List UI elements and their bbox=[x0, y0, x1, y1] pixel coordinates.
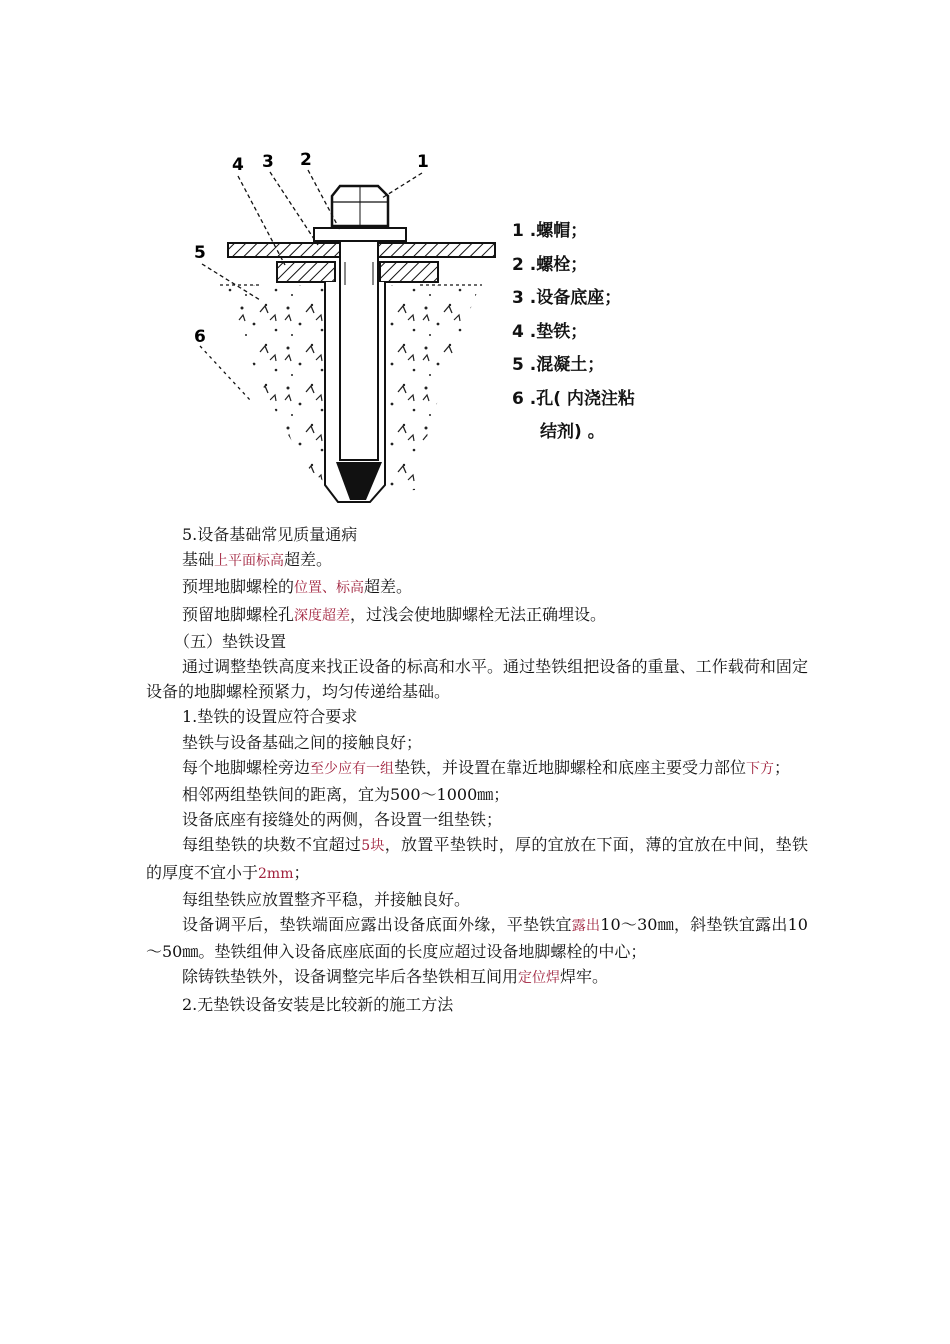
highlight: 位置、标高 bbox=[294, 580, 365, 597]
highlight: 至少应有一组 bbox=[310, 760, 395, 777]
paragraph: 每个地脚螺栓旁边至少应有一组垫铁，并设置在靠近地脚螺栓和底座主要受力部位下方； bbox=[182, 757, 791, 777]
legend-item-hole-cont: 结剂) 。 bbox=[540, 422, 605, 442]
callout-4: 4 bbox=[232, 155, 244, 175]
paragraph: 每组垫铁应放置整齐平稳，并接触良好。 bbox=[182, 889, 471, 909]
shim-left bbox=[277, 262, 335, 282]
paragraph: 基础上平面标高超差。 bbox=[182, 550, 333, 570]
legend-item-nut: 1 .螺帽； bbox=[512, 221, 588, 241]
paragraph: 预留地脚螺栓孔深度超差，过浅会使地脚螺栓无法正确埋设。 bbox=[182, 604, 607, 624]
paragraph: 每组垫铁的块数不宜超过5块，放置平垫铁时，厚的宜放在下面，薄的宜放在中间，垫铁的厚度不宜小于2mm； bbox=[146, 835, 808, 882]
section-heading-defects: 5.设备基础常见质量通病 bbox=[182, 525, 358, 544]
paragraph: 除铸铁垫铁外，设备调整完毕后各垫铁相互间用定位焊焊牢。 bbox=[182, 967, 609, 987]
paragraph: 垫铁与设备基础之间的接触良好； bbox=[182, 732, 423, 752]
subheading-shim-requirements: 1.垫铁的设置应符合要求 bbox=[182, 707, 358, 727]
callout-3: 3 bbox=[262, 152, 274, 172]
legend-item-shim: 4 .垫铁； bbox=[512, 321, 588, 342]
section-heading-shims: （五）垫铁设置 bbox=[174, 631, 287, 651]
figure-legend bbox=[512, 215, 635, 450]
callout-1: 1 bbox=[417, 152, 429, 172]
highlight: 露出 bbox=[571, 918, 601, 935]
legend-item-base: 3 .设备底座； bbox=[512, 288, 622, 308]
legend-item-bolt: 2 .螺栓； bbox=[512, 254, 588, 275]
legend-item-concrete: 5 .混凝土； bbox=[512, 355, 605, 375]
subheading-no-shim-install: 2.无垫铁设备安装是比较新的施工方法 bbox=[182, 994, 454, 1014]
callout-2: 2 bbox=[300, 150, 312, 170]
highlight: 上平面标高 bbox=[214, 553, 285, 570]
washer bbox=[314, 228, 406, 241]
highlight: 下方 bbox=[746, 760, 775, 777]
highlight: 深度超差 bbox=[294, 607, 351, 624]
highlight: 定位焊 bbox=[518, 970, 561, 987]
paragraph: 预埋地脚螺栓的位置、标高超差。 bbox=[182, 577, 413, 597]
paragraph: 相邻两组垫铁间的距离，宜为500～1000㎜； bbox=[182, 785, 510, 805]
legend-item-hole: 6 .孔( 内浇注粘 bbox=[512, 388, 635, 409]
callout-6: 6 bbox=[194, 327, 206, 347]
callout-5: 5 bbox=[194, 243, 206, 263]
document-body bbox=[146, 522, 808, 1017]
highlight: 5块 bbox=[361, 838, 385, 855]
paragraph: 设备底座有接缝处的两侧，各设置一组垫铁； bbox=[182, 810, 503, 830]
paragraph: 设备调平后，垫铁端面应露出设备底面外缘，平垫铁宜露出10～30㎜，斜垫铁宜露出10～50㎜。垫铁组伸入设备底座底面的长度应超过设备地脚螺栓的中心； bbox=[146, 915, 808, 962]
highlight: 2mm bbox=[258, 865, 294, 882]
bolt-shank bbox=[340, 210, 378, 460]
shim-right bbox=[380, 262, 438, 282]
paragraph: 通过调整垫铁高度来找正设备的标高和水平。通过垫铁组把设备的重量、工作载荷和固定设备的地脚螺栓预紧力，均匀传递给基础。 bbox=[146, 657, 808, 702]
